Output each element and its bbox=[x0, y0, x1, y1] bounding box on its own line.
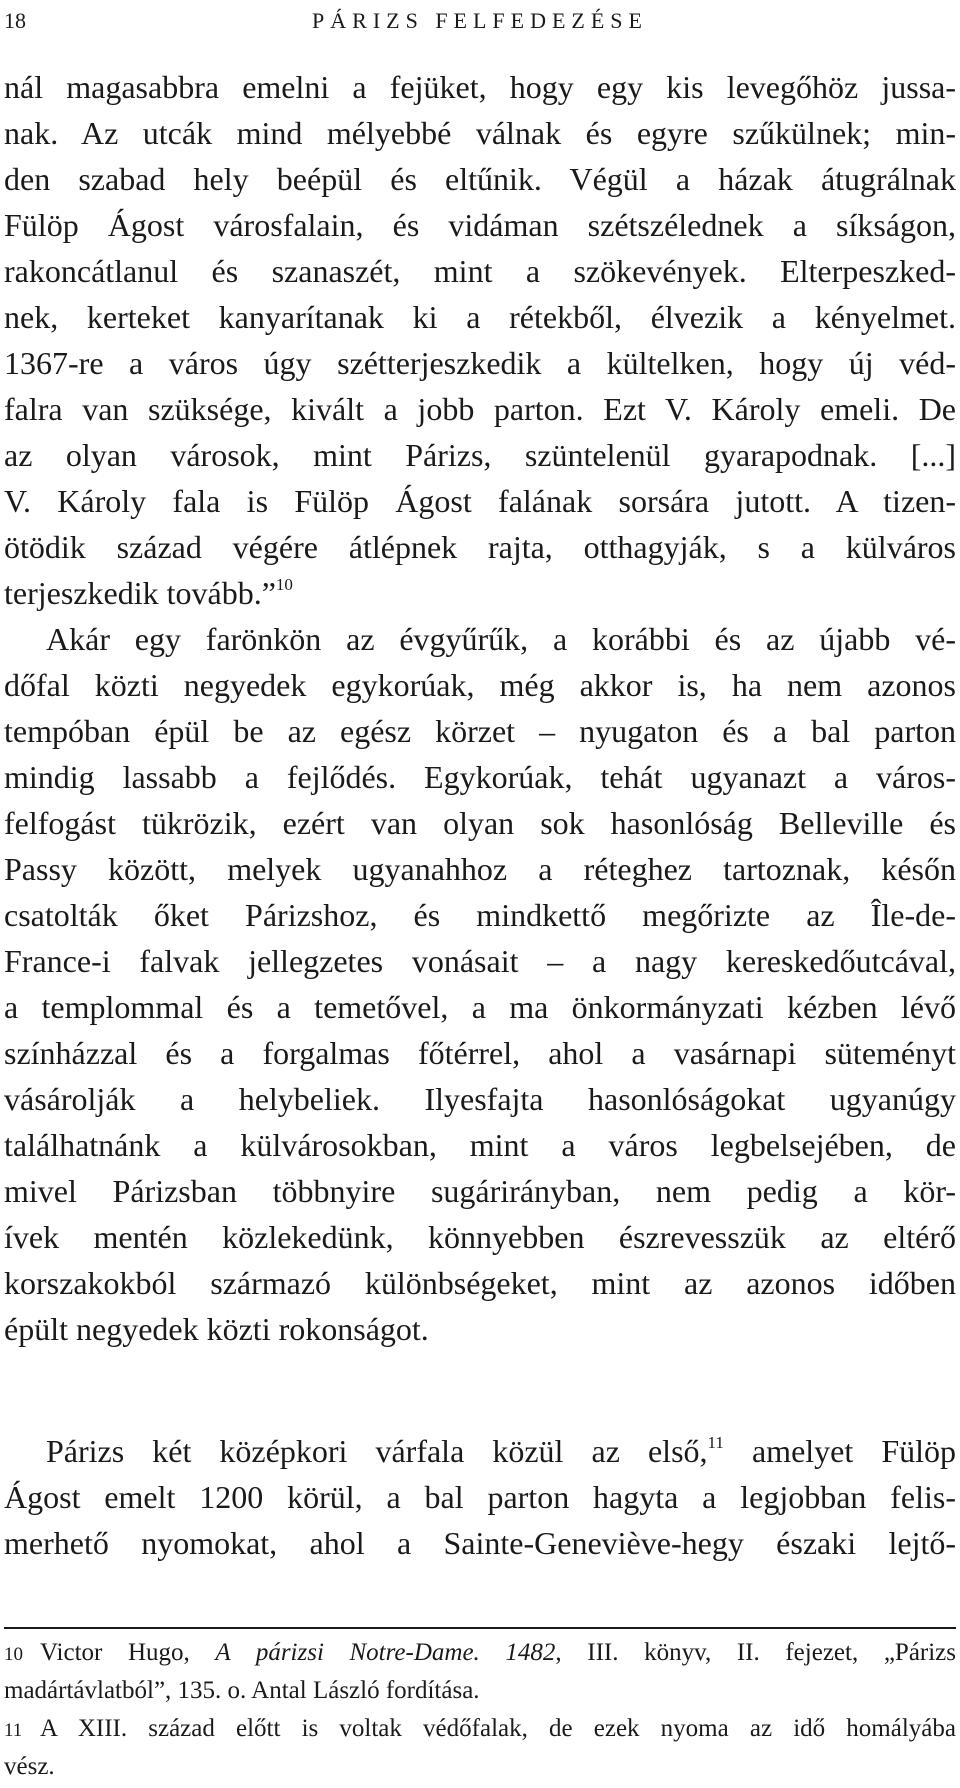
text-line: a templommal és a temetővel, a ma önkormányzati kézben lévő bbox=[4, 989, 956, 1025]
text-line: den szabad hely beépül és eltűnik. Végül a házak átugrálnak bbox=[4, 161, 956, 197]
footnote-author: Victor Hugo, bbox=[40, 1639, 216, 1666]
text-line: felfogást tükrözik, ezért van olyan sok hasonlóság Belleville és bbox=[4, 805, 956, 841]
line-text: amelyet Fülöp bbox=[723, 1433, 957, 1469]
text-line: falra van szüksége, kivált a jobb parton. Ezt V. Károly emeli. De bbox=[4, 391, 956, 427]
text-line: nek, kerteket kanyarítanak ki a rétekből, élvezik a kényelmet. bbox=[4, 299, 956, 335]
line-text: Párizs két középkori várfala közül az első, bbox=[46, 1433, 708, 1469]
footnote-rest: , III. könyv, II. fejezet, „Párizs bbox=[555, 1639, 957, 1666]
text-line: V. Károly fala is Fülöp Ágost falának sorsára jutott. A tizen- bbox=[4, 483, 956, 519]
footnote-number: 10 bbox=[4, 1644, 23, 1665]
footnote-title: A párizsi Notre-Dame. 1482 bbox=[215, 1639, 556, 1666]
footnotes bbox=[4, 1634, 956, 1786]
text-line: Passy között, melyek ugyanahhoz a réteghez tartoznak, későn bbox=[4, 851, 956, 887]
last-line-text: terjeszkedik tovább.” bbox=[4, 575, 276, 611]
footnote-text: A XIII. század előtt is voltak védőfalak, de ezek nyoma az idő homályába bbox=[40, 1715, 956, 1742]
text-line: dőfal közti negyedek egykorúak, még akkor is, ha nem azonos bbox=[4, 667, 956, 703]
footnote-11-line2: vész. bbox=[4, 1753, 55, 1780]
text-line: France-i falvak jellegzetes vonásait – a nagy kereskedőutcával, bbox=[4, 943, 956, 979]
page-number: 18 bbox=[4, 8, 26, 33]
footnote-divider bbox=[4, 1627, 956, 1629]
text-line: Fülöp Ágost városfalain, és vidáman szétszélednek a síkságon, bbox=[4, 207, 956, 243]
footnote-11-line bbox=[4, 1710, 956, 1748]
text-line: nak. Az utcák mind mélyebbé válnak és egyre szűkülnek; min- bbox=[4, 115, 956, 151]
paragraph-3 bbox=[4, 1428, 956, 1566]
text-line: ívek mentén közlekedünk, könnyebben észrevesszük az eltérő bbox=[4, 1219, 956, 1255]
text-line-first: Akár egy farönkön az évgyűrűk, a korábbi és az újabb vé- bbox=[46, 621, 956, 657]
text-line: ötödik század végére átlépnek rajta, otthagyják, s a külváros bbox=[4, 529, 956, 565]
text-line-last: épült negyedek közti rokonságot. bbox=[4, 1311, 429, 1347]
text-line: mindig lassabb a fejlődés. Egykorúak, tehát ugyanazt a város- bbox=[4, 759, 956, 795]
footnote-10-line2: madártávlatból”, 135. o. Antal László fordítása. bbox=[4, 1677, 480, 1704]
text-line-last bbox=[4, 570, 956, 616]
text-line: mivel Párizsban többnyire sugárirányban, nem pedig a kör- bbox=[4, 1173, 956, 1209]
text-line: nál magasabbra emelni a fejüket, hogy egy kis levegőhöz jussa- bbox=[4, 69, 956, 105]
text-line: vásárolják a helybeliek. Ilyesfajta hasonlóságokat ugyanúgy bbox=[4, 1081, 956, 1117]
text-line: rakoncátlanul és szanaszét, mint a szökevények. Elterpeszked- bbox=[4, 253, 956, 289]
paragraph-2 bbox=[4, 616, 956, 1352]
paragraph-1 bbox=[4, 64, 956, 616]
text-line: találhatnánk a külvárosokban, mint a város legbelsejében, de bbox=[4, 1127, 956, 1163]
running-head-title: PÁRIZS FELFEDEZÉSE bbox=[312, 8, 648, 33]
footnote-number: 11 bbox=[4, 1720, 23, 1741]
footnote-ref-11[interactable]: 11 bbox=[707, 1433, 724, 1452]
text-line: Ágost emelt 1200 körül, a bal parton hagyta a legjobban felis- bbox=[4, 1479, 956, 1515]
text-line: színházzal és a forgalmas főtérrel, ahol a vasárnapi süteményt bbox=[4, 1035, 956, 1071]
text-line: az olyan városok, mint Párizs, szüntelenül gyarapodnak. [...] bbox=[4, 437, 956, 473]
text-line-first bbox=[4, 1428, 956, 1474]
text-line: 1367-re a város úgy szétterjeszkedik a kültelken, hogy új véd- bbox=[4, 345, 956, 381]
text-line: tempóban épül be az egész körzet – nyugaton és a bal parton bbox=[4, 713, 956, 749]
text-line: korszakokból származó különbségeket, mint az azonos időben bbox=[4, 1265, 956, 1301]
footnote-10-line bbox=[4, 1634, 956, 1672]
footnote-ref-10[interactable]: 10 bbox=[275, 575, 293, 594]
running-header bbox=[4, 6, 956, 36]
text-line: merhető nyomokat, ahol a Sainte-Geneviève-hegy északi lejtő- bbox=[4, 1525, 956, 1561]
text-line: csatolták őket Párizshoz, és mindkettő megőrizte az Île-de- bbox=[4, 897, 956, 933]
